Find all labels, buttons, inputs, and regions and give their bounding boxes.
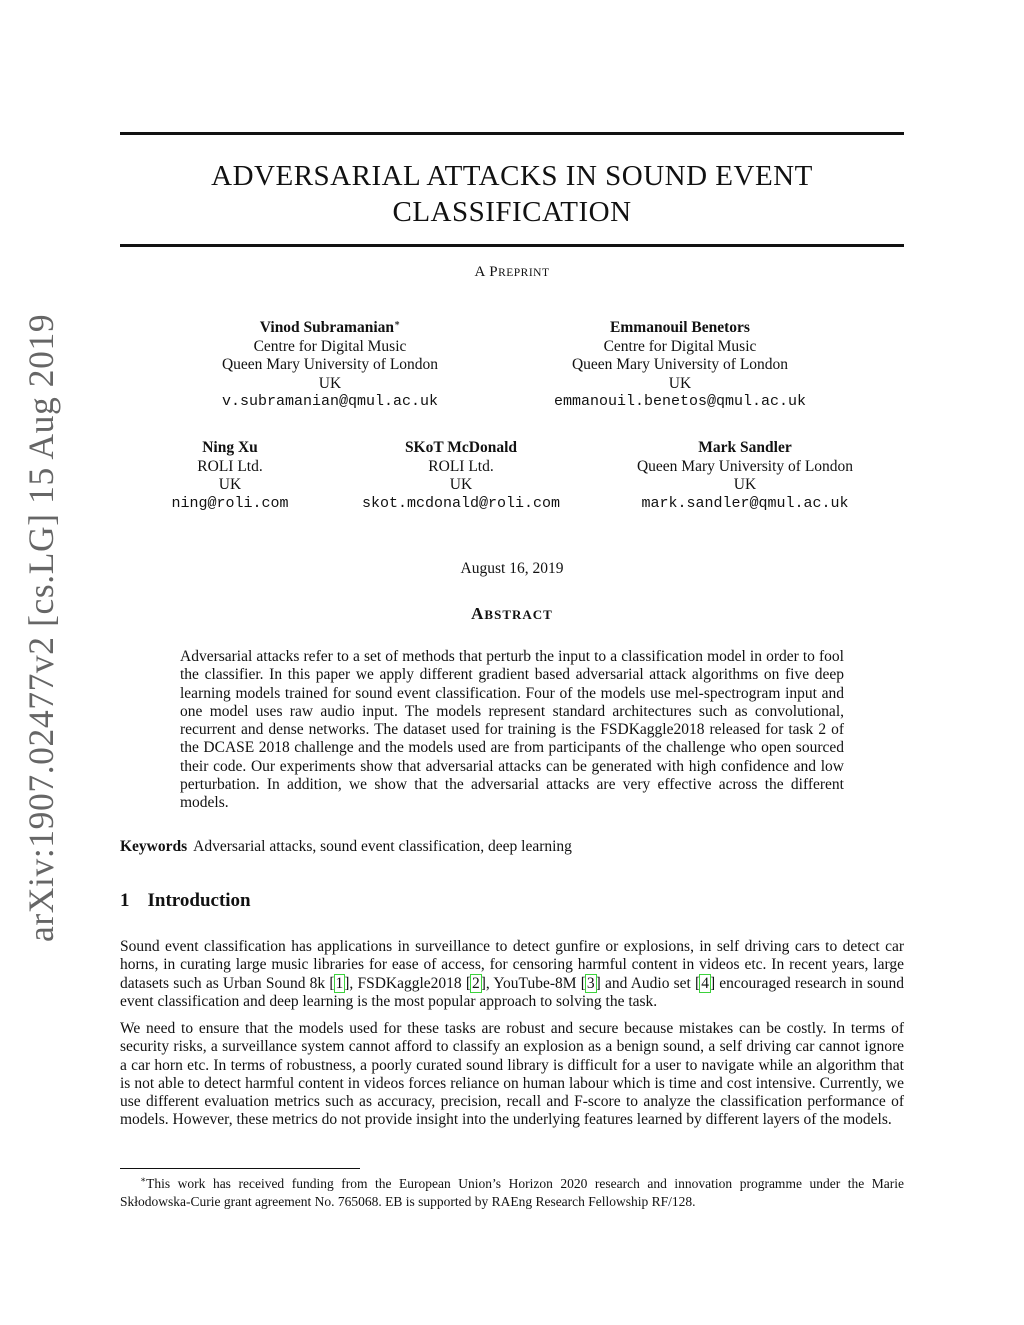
author-institution: Queen Mary University of London — [571, 356, 789, 373]
abstract-text: Adversarial attacks refer to a set of methods that perturb the input to a classification model in order to fool the classifier. In this paper we apply different gradient based adversarial attack algorithms on five deep learning models trained for sound event classification. Four of the models use mel-spectrogram input and one model uses raw audio input. The models represent standard architectures such as convolutional, recurrent and dense networks. The dataset used for training is the FSDKaggle2018 released for task 2 of the DCASE 2018 challenge and the models used are from participants of the challenge who open sourced their code. Our experiments show that adversarial attacks can be generated with high confidence and low perturbation. In addition, we show that the adversarial attacks are very effective across the different models. — [180, 648, 844, 812]
author-block-3 — [130, 439, 330, 513]
section-number: 1 — [120, 890, 130, 911]
keywords-text: Adversarial attacks, sound event classification, deep learning — [193, 838, 572, 855]
keywords-line — [120, 838, 572, 856]
preprint-rest: REPRINT — [498, 267, 550, 279]
intro-paragraph-2: We need to ensure that the models used for these tasks are robust and secure because mistakes can be costly. In terms of security risks, a surveillance system cannot afford to classify an explosion as a benign sound, a self driving car cannot ignore a car horn etc. In terms of robustness, a poorly curated sound library is difficult for a user to navigate while an algorithm that is not able to detect harmful content in videos forces reliance on human labour which is time and cost intensive. Currently, we use different evaluation metrics such as accuracy, precision, recall and F-score to analyze the classification performance of models. However, these metrics do not provide insight into the underlying features learned by different layers of the models. — [120, 1020, 904, 1129]
author-country: UK — [668, 374, 692, 392]
author-email[interactable]: emmanouil.benetos@qmul.ac.uk — [553, 393, 807, 410]
citation-link[interactable]: 4 — [701, 974, 709, 992]
author-email[interactable]: skot.mcdonald@roli.com — [361, 494, 561, 512]
preprint-first-letter: A — [474, 264, 485, 280]
author-email[interactable]: v.subramanian@qmul.ac.uk — [221, 393, 439, 410]
title-line-2: CLASSIFICATION — [392, 196, 632, 228]
author-name: Emmanouil Benetors — [610, 319, 750, 336]
footnote-text: This work has received funding from the European Union’s Horizon 2020 research and innovation programme under the Marie Skłodowska-Curie grant agreement No. 765068. EB is supported by RAEng Research Fellowship RF/128. — [120, 1176, 904, 1209]
publication-date: August 16, 2019 — [460, 560, 564, 577]
preprint-label — [120, 264, 904, 281]
preprint-p-letter: P — [489, 264, 499, 280]
abstract-heading-first: A — [471, 604, 485, 623]
author-block-4 — [336, 439, 586, 513]
author-institution: Queen Mary University of London — [221, 356, 439, 373]
footnote — [120, 1175, 904, 1210]
footnote-mark: ∗ — [140, 1174, 147, 1185]
author-name: SKoT McDonald — [404, 439, 518, 456]
author-country: UK — [449, 476, 473, 493]
author-block-5 — [610, 439, 880, 513]
author-country: UK — [733, 476, 757, 493]
footnote-marker: ∗ — [394, 317, 401, 328]
title-line-1: ADVERSARIAL ATTACKS IN SOUND EVENT — [211, 160, 813, 192]
citation-link[interactable]: 1 — [335, 974, 344, 992]
arxiv-sidebar-stamp: arXiv:1907.02477v2 [cs.LG] 15 Aug 2019 — [21, 313, 61, 942]
abstract-heading-rest: BSTRACT — [484, 607, 553, 622]
author-affiliation: Centre for Digital Music — [253, 337, 407, 355]
author-affiliation: ROLI Ltd. — [197, 457, 263, 475]
author-name: Mark Sandler — [698, 439, 792, 456]
author-affiliation: ROLI Ltd. — [428, 457, 494, 475]
citation-link[interactable]: 2 — [472, 974, 480, 992]
abstract-heading — [120, 604, 904, 624]
author-email[interactable]: mark.sandler@qmul.ac.uk — [641, 494, 849, 512]
paper-title — [120, 158, 904, 230]
section-heading — [120, 890, 251, 912]
author-affiliation: Centre for Digital Music — [603, 337, 757, 355]
author-country: UK — [218, 476, 242, 493]
author-name: Vinod Subramanian∗ — [259, 317, 401, 336]
title-top-rule — [120, 132, 904, 135]
footnote-rule — [120, 1168, 360, 1169]
keywords-label: Keywords — [120, 838, 188, 855]
section-title: Introduction — [147, 890, 251, 911]
author-country: UK — [318, 374, 342, 392]
title-bottom-rule — [120, 244, 904, 247]
author-affiliation: Queen Mary University of London — [636, 457, 854, 475]
author-block-2 — [520, 319, 840, 412]
author-block-1 — [170, 319, 490, 412]
author-email[interactable]: ning@roli.com — [171, 494, 289, 512]
author-name: Ning Xu — [202, 439, 258, 456]
citation-link[interactable]: 3 — [586, 974, 595, 992]
intro-paragraph-1: Sound event classification has applications in surveillance to detect gunfire or explosions, in self driving cars to detect car horns, in curating large music libraries for ease of access, for censoring harmful content in videos etc. In recent years, large datasets such as Urban Sound 8k [1], FSDKaggle2018 [2], YouTube-8M [3] and Audio set [4] encouraged research in sound event classification and deep learning is the most popular approach to solving the task. — [120, 938, 904, 1010]
